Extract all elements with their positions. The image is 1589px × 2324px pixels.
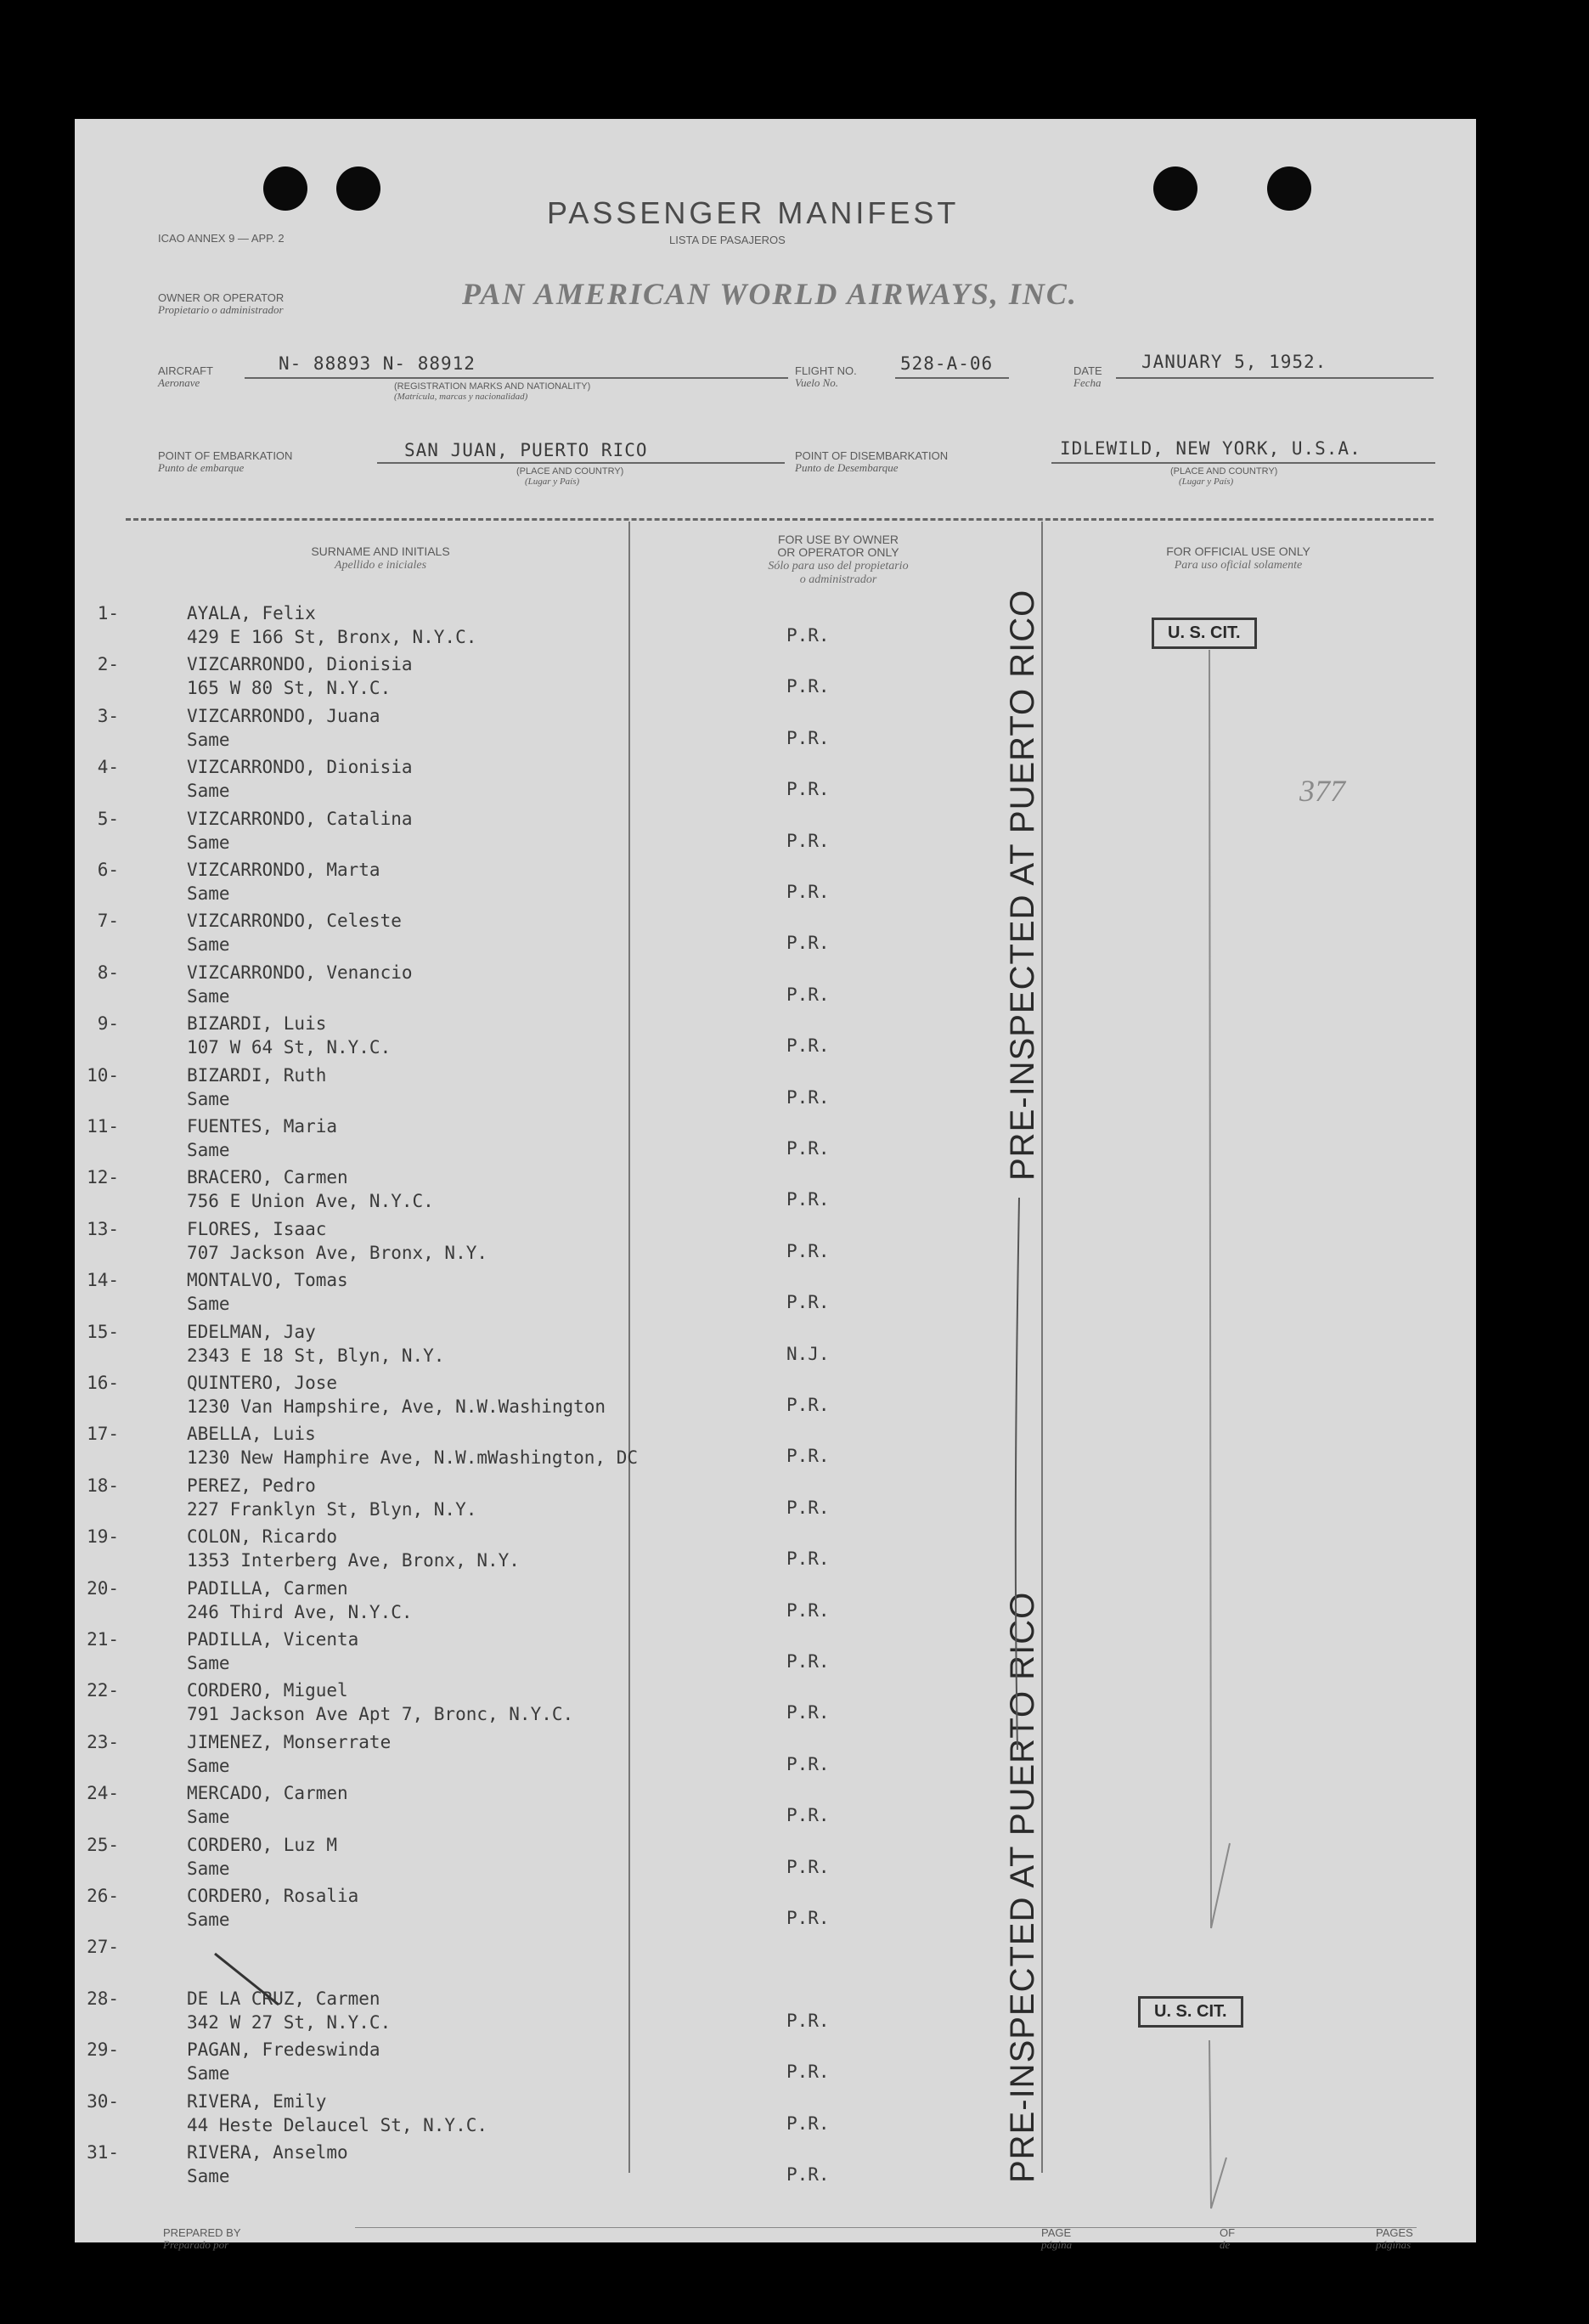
form-code: ICAO ANNEX 9 — APP. 2 — [158, 232, 285, 245]
operator-code: P.R. — [786, 727, 830, 748]
passenger-name: VIZCARRONDO, Catalina — [187, 808, 413, 829]
passenger-name: VIZCARRONDO, Marta — [187, 860, 380, 880]
passenger-number: 28- — [87, 1988, 119, 2009]
operator-code: P.R. — [786, 1086, 830, 1108]
operator-code: P.R. — [786, 625, 830, 646]
operator-code: P.R. — [786, 1702, 830, 1723]
passenger-address: 107 W 64 St, N.Y.C. — [187, 1037, 392, 1058]
passenger-row — [75, 1065, 1476, 1116]
passenger-row — [75, 809, 1476, 860]
passenger-name: CORDERO, Miguel — [187, 1680, 348, 1701]
passenger-number: 3- — [97, 705, 119, 726]
aircraft-label-es: Aeronave — [158, 376, 200, 389]
passenger-name: BIZARDI, Luis — [187, 1013, 327, 1035]
passenger-address: Same — [187, 1807, 230, 1828]
passenger-address: 165 W 80 St, N.Y.C. — [187, 678, 392, 699]
passenger-number: 15- — [87, 1321, 119, 1342]
passenger-row — [75, 860, 1476, 911]
of-label: OF — [1220, 2226, 1236, 2239]
passenger-number: 14- — [87, 1270, 119, 1291]
disembarkation-value: IDLEWILD, NEW YORK, U.S.A. — [1060, 438, 1361, 459]
col-operator-header: FOR USE BY OWNER OR OPERATOR ONLY Sólo para uso del propietario o administrador — [768, 533, 909, 586]
operator-code: P.R. — [786, 882, 830, 902]
passenger-name: MONTALVO, Tomas — [187, 1270, 348, 1291]
passenger-number: 20- — [87, 1577, 119, 1599]
passenger-row — [75, 1732, 1476, 1783]
page-label-es: página — [1041, 2238, 1073, 2251]
embarkation-label-es: Punto de embarque — [158, 461, 245, 474]
operator-code: P.R. — [786, 984, 830, 1005]
passenger-name: JIMENEZ, Monserrate — [187, 1731, 392, 1752]
disembarkation-label-es: Punto de Desembarque — [795, 461, 899, 474]
passenger-name: DE LA CRUZ, Carmen — [187, 1988, 380, 2009]
passenger-number: 10- — [87, 1064, 119, 1086]
passenger-name: VIZCARRONDO, Dionisia — [187, 757, 413, 778]
passenger-number: 24- — [87, 1783, 119, 1804]
operator-code: P.R. — [786, 1548, 830, 1570]
flight-value: 528-A-06 — [900, 353, 994, 374]
passenger-row — [75, 1835, 1476, 1886]
passenger-name: VIZCARRONDO, Celeste — [187, 911, 402, 932]
passenger-row — [75, 1475, 1476, 1526]
passenger-address: Same — [187, 1755, 230, 1776]
passenger-address: Same — [187, 934, 230, 956]
passenger-row — [75, 2142, 1476, 2193]
passenger-number: 6- — [97, 860, 119, 880]
passenger-name: FLORES, Isaac — [187, 1218, 327, 1239]
passenger-name: PAGAN, Fredeswinda — [187, 2039, 380, 2061]
operator-code: P.R. — [786, 1805, 830, 1826]
passenger-row — [75, 757, 1476, 808]
passenger-address: Same — [187, 781, 230, 802]
passenger-number: 8- — [97, 962, 119, 983]
date-label: DATE — [1073, 364, 1102, 377]
aircraft-value: N- 88893 N- 88912 — [279, 353, 476, 374]
operator-code: P.R. — [786, 1138, 830, 1159]
passenger-name: RIVERA, Anselmo — [187, 2142, 348, 2163]
passenger-number: 7- — [97, 911, 119, 932]
passenger-address: Same — [187, 832, 230, 853]
operator-code: P.R. — [786, 1753, 830, 1774]
operator-code: P.R. — [786, 1035, 830, 1057]
passenger-address: 707 Jackson Ave, Bronx, N.Y. — [187, 1242, 488, 1263]
passenger-address: Same — [187, 1909, 230, 1930]
passenger-name: BIZARDI, Ruth — [187, 1064, 327, 1086]
passenger-number: 27- — [87, 1937, 119, 1958]
passenger-row — [75, 1013, 1476, 1064]
passenger-row — [75, 654, 1476, 705]
passenger-address: 44 Heste Delaucel St, N.Y.C. — [187, 2114, 488, 2135]
passenger-address: Same — [187, 1294, 230, 1315]
col-official-header: FOR OFFICIAL USE ONLY Para uso oficial solamente — [1166, 544, 1310, 572]
pages-label: PAGES — [1376, 2226, 1413, 2239]
disembarkation-label: POINT OF DISEMBARKATION — [795, 449, 949, 462]
passenger-address: 429 E 166 St, Bronx, N.Y.C. — [187, 627, 477, 647]
passenger-row — [75, 1424, 1476, 1475]
operator-code: P.R. — [786, 1446, 830, 1467]
passenger-address: Same — [187, 883, 230, 904]
operator-code: P.R. — [786, 2062, 830, 2083]
passenger-name: PADILLA, Carmen — [187, 1577, 348, 1599]
manifest-sheet — [75, 119, 1476, 2251]
handwritten-number: 377 — [1299, 774, 1345, 808]
passenger-name: PEREZ, Pedro — [187, 1475, 316, 1496]
page-title-es: LISTA DE PASAJEROS — [669, 234, 786, 246]
operator-code: P.R. — [786, 1189, 830, 1210]
date-value: JANUARY 5, 1952. — [1141, 352, 1327, 372]
passenger-name: VIZCARRONDO, Dionisia — [187, 654, 413, 675]
col-surname-header: SURNAME AND INITIALS Apellido e iniciales — [311, 544, 450, 572]
passenger-name: MERCADO, Carmen — [187, 1783, 348, 1804]
passenger-row — [75, 1373, 1476, 1424]
passenger-row — [75, 1270, 1476, 1321]
passenger-number: 31- — [87, 2142, 119, 2163]
passenger-row — [75, 1167, 1476, 1218]
passenger-row — [75, 2039, 1476, 2090]
passenger-name: QUINTERO, Jose — [187, 1373, 338, 1393]
passenger-row — [75, 706, 1476, 757]
embarkation-value: SAN JUAN, PUERTO RICO — [404, 440, 648, 460]
passenger-name: EDELMAN, Jay — [187, 1321, 316, 1342]
passenger-address: Same — [187, 985, 230, 1007]
operator-code: P.R. — [786, 779, 830, 800]
passenger-address: Same — [187, 2166, 230, 2186]
operator-code: P.R. — [786, 1908, 830, 1928]
passenger-address: Same — [187, 1088, 230, 1109]
passenger-row — [75, 1783, 1476, 1834]
operator-code: P.R. — [786, 1240, 830, 1261]
passenger-number: 19- — [87, 1526, 119, 1548]
page-label: PAGE — [1041, 2226, 1072, 2239]
us-citizen-stamp-2: U. S. CIT. — [1138, 1996, 1243, 2028]
passenger-row — [75, 1937, 1476, 1988]
operator-code: P.R. — [786, 2010, 830, 2031]
passenger-number: 17- — [87, 1424, 119, 1445]
passenger-name: VIZCARRONDO, Juana — [187, 705, 380, 726]
owner-label-es: Propietario o administrador — [158, 303, 284, 316]
passenger-address: 342 W 27 St, N.Y.C. — [187, 2011, 392, 2033]
punch-hole — [1267, 166, 1311, 211]
passenger-number: 18- — [87, 1475, 119, 1496]
registration-label: (REGISTRATION MARKS AND NATIONALITY) — [394, 381, 591, 392]
passenger-address: Same — [187, 1653, 230, 1673]
punch-hole — [336, 166, 380, 211]
prepared-by-label-es: Preparado por — [163, 2238, 229, 2251]
punch-hole — [263, 166, 307, 211]
passenger-address: 246 Third Ave, N.Y.C. — [187, 1601, 413, 1622]
operator-code: P.R. — [786, 2164, 830, 2185]
aircraft-label: AIRCRAFT — [158, 364, 213, 377]
passenger-row — [75, 1322, 1476, 1373]
preinspected-stamp-2: PRE-INSPECTED AT PUERTO RICO — [1004, 1591, 1041, 2183]
of-label-es: de — [1220, 2238, 1231, 2251]
passenger-address: 1353 Interberg Ave, Bronx, N.Y. — [187, 1550, 520, 1571]
operator-code: P.R. — [786, 933, 830, 954]
page-title: PASSENGER MANIFEST — [547, 195, 960, 230]
passenger-address: Same — [187, 1140, 230, 1160]
passenger-name: RIVERA, Emily — [187, 2090, 327, 2112]
airline-name: PAN AMERICAN WORLD AIRWAYS, INC. — [462, 277, 1078, 311]
passenger-number: 11- — [87, 1116, 119, 1137]
date-label-es: Fecha — [1073, 376, 1102, 389]
passenger-number: 30- — [87, 2090, 119, 2112]
flight-label-es: Vuelo No. — [795, 376, 839, 389]
passenger-row — [75, 1988, 1476, 2039]
passenger-address: 1230 Van Hampshire, Ave, N.W.Washington — [187, 1396, 606, 1417]
passenger-name: BRACERO, Carmen — [187, 1167, 348, 1188]
passenger-number: 25- — [87, 1834, 119, 1855]
passenger-row — [75, 1680, 1476, 1731]
passenger-number: 21- — [87, 1629, 119, 1650]
operator-code: P.R. — [786, 676, 830, 697]
embarkation-label: POINT OF EMBARKATION — [158, 449, 293, 462]
passenger-number: 29- — [87, 2039, 119, 2061]
passenger-name: ABELLA, Luis — [187, 1424, 316, 1445]
passenger-number: 22- — [87, 1680, 119, 1701]
passenger-name: COLON, Ricardo — [187, 1526, 338, 1548]
passenger-address: 1230 New Hamphire Ave, N.W.mWashington, DC — [187, 1447, 639, 1469]
passenger-number: 26- — [87, 1886, 119, 1906]
preinspected-stamp-1: PRE-INSPECTED AT PUERTO RICO — [1004, 589, 1041, 1181]
passenger-row — [75, 1116, 1476, 1167]
passenger-row — [75, 1629, 1476, 1680]
operator-code: P.R. — [786, 2112, 830, 2134]
disembark-place-label-es: (Lugar y País) — [1179, 477, 1234, 487]
punch-hole — [1153, 166, 1197, 211]
passenger-address: Same — [187, 1858, 230, 1879]
passenger-number: 9- — [97, 1013, 119, 1035]
operator-code: P.R. — [786, 1651, 830, 1672]
passenger-row — [75, 603, 1476, 654]
passenger-row — [75, 1578, 1476, 1629]
embark-place-label: (PLACE AND COUNTRY) — [516, 466, 624, 477]
operator-code: P.R. — [786, 830, 830, 851]
passenger-name: CORDERO, Rosalia — [187, 1886, 359, 1906]
passenger-row — [75, 911, 1476, 962]
passenger-row — [75, 962, 1476, 1013]
passenger-name: FUENTES, Maria — [187, 1116, 338, 1137]
operator-code: P.R. — [786, 1599, 830, 1621]
passenger-number: 2- — [97, 654, 119, 675]
passenger-address: Same — [187, 2063, 230, 2084]
passenger-number: 13- — [87, 1218, 119, 1239]
registration-label-es: (Matrícula, marcas y nacionalidad) — [394, 392, 528, 402]
passenger-address: 227 Franklyn St, Blyn, N.Y. — [187, 1498, 477, 1520]
operator-code: P.R. — [786, 1497, 830, 1518]
prepared-by-label: PREPARED BY — [163, 2226, 241, 2239]
passenger-name: CORDERO, Luz M — [187, 1834, 338, 1855]
passenger-number: 16- — [87, 1373, 119, 1393]
passenger-number: 12- — [87, 1167, 119, 1188]
passenger-number: 23- — [87, 1731, 119, 1752]
table-top-rule — [126, 518, 1434, 521]
disembark-place-label: (PLACE AND COUNTRY) — [1170, 466, 1278, 477]
passenger-number: 4- — [97, 757, 119, 778]
passenger-address: 791 Jackson Ave Apt 7, Bronc, N.Y.C. — [187, 1704, 574, 1725]
passenger-number: 5- — [97, 808, 119, 829]
operator-code: N.J. — [786, 1343, 830, 1364]
passenger-name: VIZCARRONDO, Venancio — [187, 962, 413, 983]
passenger-row — [75, 1219, 1476, 1270]
operator-code: P.R. — [786, 1292, 830, 1313]
passenger-name: AYALA, Felix — [187, 603, 316, 623]
operator-code: P.R. — [786, 1395, 830, 1415]
flight-label: FLIGHT NO. — [795, 364, 857, 377]
owner-label: OWNER OR OPERATOR — [158, 291, 285, 304]
pages-label-es: páginas — [1376, 2238, 1412, 2251]
us-citizen-stamp-1: U. S. CIT. — [1152, 618, 1257, 649]
passenger-address: Same — [187, 729, 230, 750]
embark-place-label-es: (Lugar y País) — [525, 477, 580, 487]
operator-code: P.R. — [786, 1856, 830, 1877]
passenger-address: 2343 E 18 St, Blyn, N.Y. — [187, 1345, 445, 1366]
passenger-address: 756 E Union Ave, N.Y.C. — [187, 1191, 434, 1212]
passenger-number: 1- — [97, 603, 119, 623]
passenger-name: PADILLA, Vicenta — [187, 1629, 359, 1650]
passenger-row — [75, 1526, 1476, 1577]
passenger-row — [75, 2091, 1476, 2142]
passenger-row — [75, 1886, 1476, 1937]
